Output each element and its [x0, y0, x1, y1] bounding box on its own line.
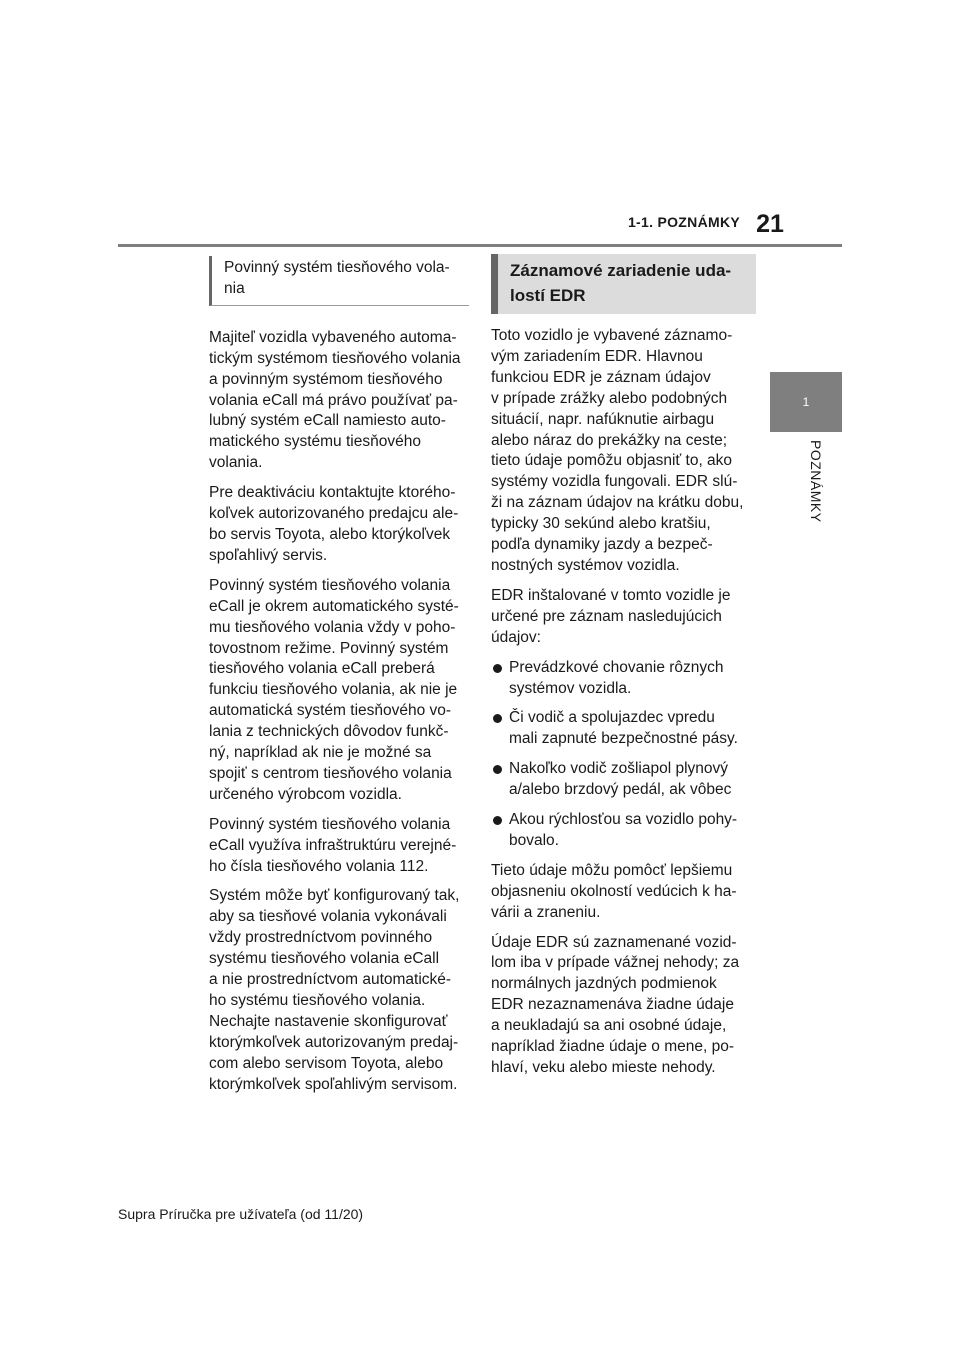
bullet-dot-icon [493, 664, 502, 673]
edr-heading [491, 254, 756, 314]
list-item [491, 810, 753, 852]
list-item [491, 708, 753, 750]
chapter-tab-number: 1 [802, 395, 810, 409]
section-title: 1-1. POZNÁMKY [627, 214, 740, 230]
left-paragraph: Systém môže byť konfigurovaný tak, aby sa tiesňové volania vykonávali vždy prostredníctvom povinného systému tiesňového volania eCall a nie prostredníctvom automatické- ho systému tiesňového volania. Nechajte nastavenie skonfigurovať ktorýmkoľvek autorizovaným predaj- com alebo servisom Toyota, alebo ktorýmkoľvek spoľahlivým servisom. [209, 887, 460, 1093]
list-item-text: Akou rýchlosťou sa vozidlo pohy- bovalo. [509, 811, 738, 849]
list-item-text: Či vodič a spolujazdec vpredu mali zapnuté bezpečnostné pásy. [509, 709, 738, 748]
edr-intro: Toto vozidlo je vybavené záznamo- vým zariadením EDR. Hlavnou funkciou EDR je záznam údajov v prípade zrážky alebo podobných situácií, napr. nafúknutie airbagu alebo náraz do prekážky na ceste; tieto údaje pomôžu objasniť to, ako systémy vozidla fungovali. EDR slú- ži na záznam údajov na krátku dobu, typicky 30 sekúnd alebo kratšiu, podľa dynamiky jazdy a bezpeč- nostných systémov vozidla. [491, 327, 744, 574]
page-number: 21 [756, 210, 784, 238]
chapter-tab[interactable] [770, 372, 842, 432]
list-item-text: Prevádzkové chovanie rôznych systémov vozidla. [509, 658, 724, 697]
list-item [491, 658, 753, 700]
ecall-heading [209, 256, 469, 306]
bullet-dot-icon [493, 816, 502, 825]
ecall-heading-text: Povinný systém tiesňového vola- nia [224, 259, 450, 297]
right-paragraph: Údaje EDR sú zaznamenané vozid- lom iba v prípade vážnej nehody; za normálnych jazdných podmienok EDR nezaznamenáva žiadne údaje a neukladajú sa ani osobné údaje, napríklad žiadne údaje o mene, po- hlaví, veku alebo mieste nehody. [491, 933, 740, 1076]
left-column [209, 256, 471, 1105]
bullet-dot-icon [493, 714, 502, 723]
list-item-text: Nakoľko vodič zošliapol plynový a/alebo brzdový pedál, ak vôbec [509, 760, 732, 799]
list-item [491, 759, 753, 801]
bullet-dot-icon [493, 765, 502, 774]
edr-data-list [491, 658, 753, 852]
left-paragraph: Povinný systém tiesňového volania eCall je okrem automatického systé- mu tiesňového volania vždy v poho- tovostnom režime. Povinný systém tiesňového volania eCall preberá funkciu tiesňového volania, ak nie je automatická systém tiesňového vo- lania z technických dôvodov funkč- ný, napríklad ak nie je možné sa spojiť s centrom tiesňového volania určeného výrobcom vozidla. [209, 576, 459, 803]
chapter-side-label: POZNÁMKY [808, 440, 824, 523]
footer-text: Supra Príručka pre užívateľa (od 11/20) [118, 1206, 364, 1222]
right-column [491, 254, 753, 1088]
right-paragraph: Tieto údaje môžu pomôcť lepšiemu objasneniu okolností vedúcich k ha- várii a zraneniu. [491, 861, 737, 921]
header-divider [118, 244, 842, 247]
edr-heading-text: Záznamové zariadenie uda- lostí EDR [510, 261, 732, 305]
edr-list-intro: EDR inštalované v tomto vozidle je určené pre záznam nasledujúcich údajov: [491, 586, 731, 646]
left-paragraph: Pre deaktiváciu kontaktujte ktorého- koľvek autorizovaného predajcu ale- bo servis Toyota, alebo ktorýkoľvek spoľahlivý servis. [209, 484, 459, 564]
left-paragraph: Povinný systém tiesňového volania eCall využíva infraštruktúru verejné- ho čísla tiesňového volania 112. [209, 815, 457, 875]
left-paragraph: Majiteľ vozidla vybaveného automa- tickým systémom tiesňového volania a povinným systémom tiesňového volania eCall má právo používať pa- lubný systém eCall namiesto auto- matického systému tiesňového volania. [209, 328, 461, 472]
